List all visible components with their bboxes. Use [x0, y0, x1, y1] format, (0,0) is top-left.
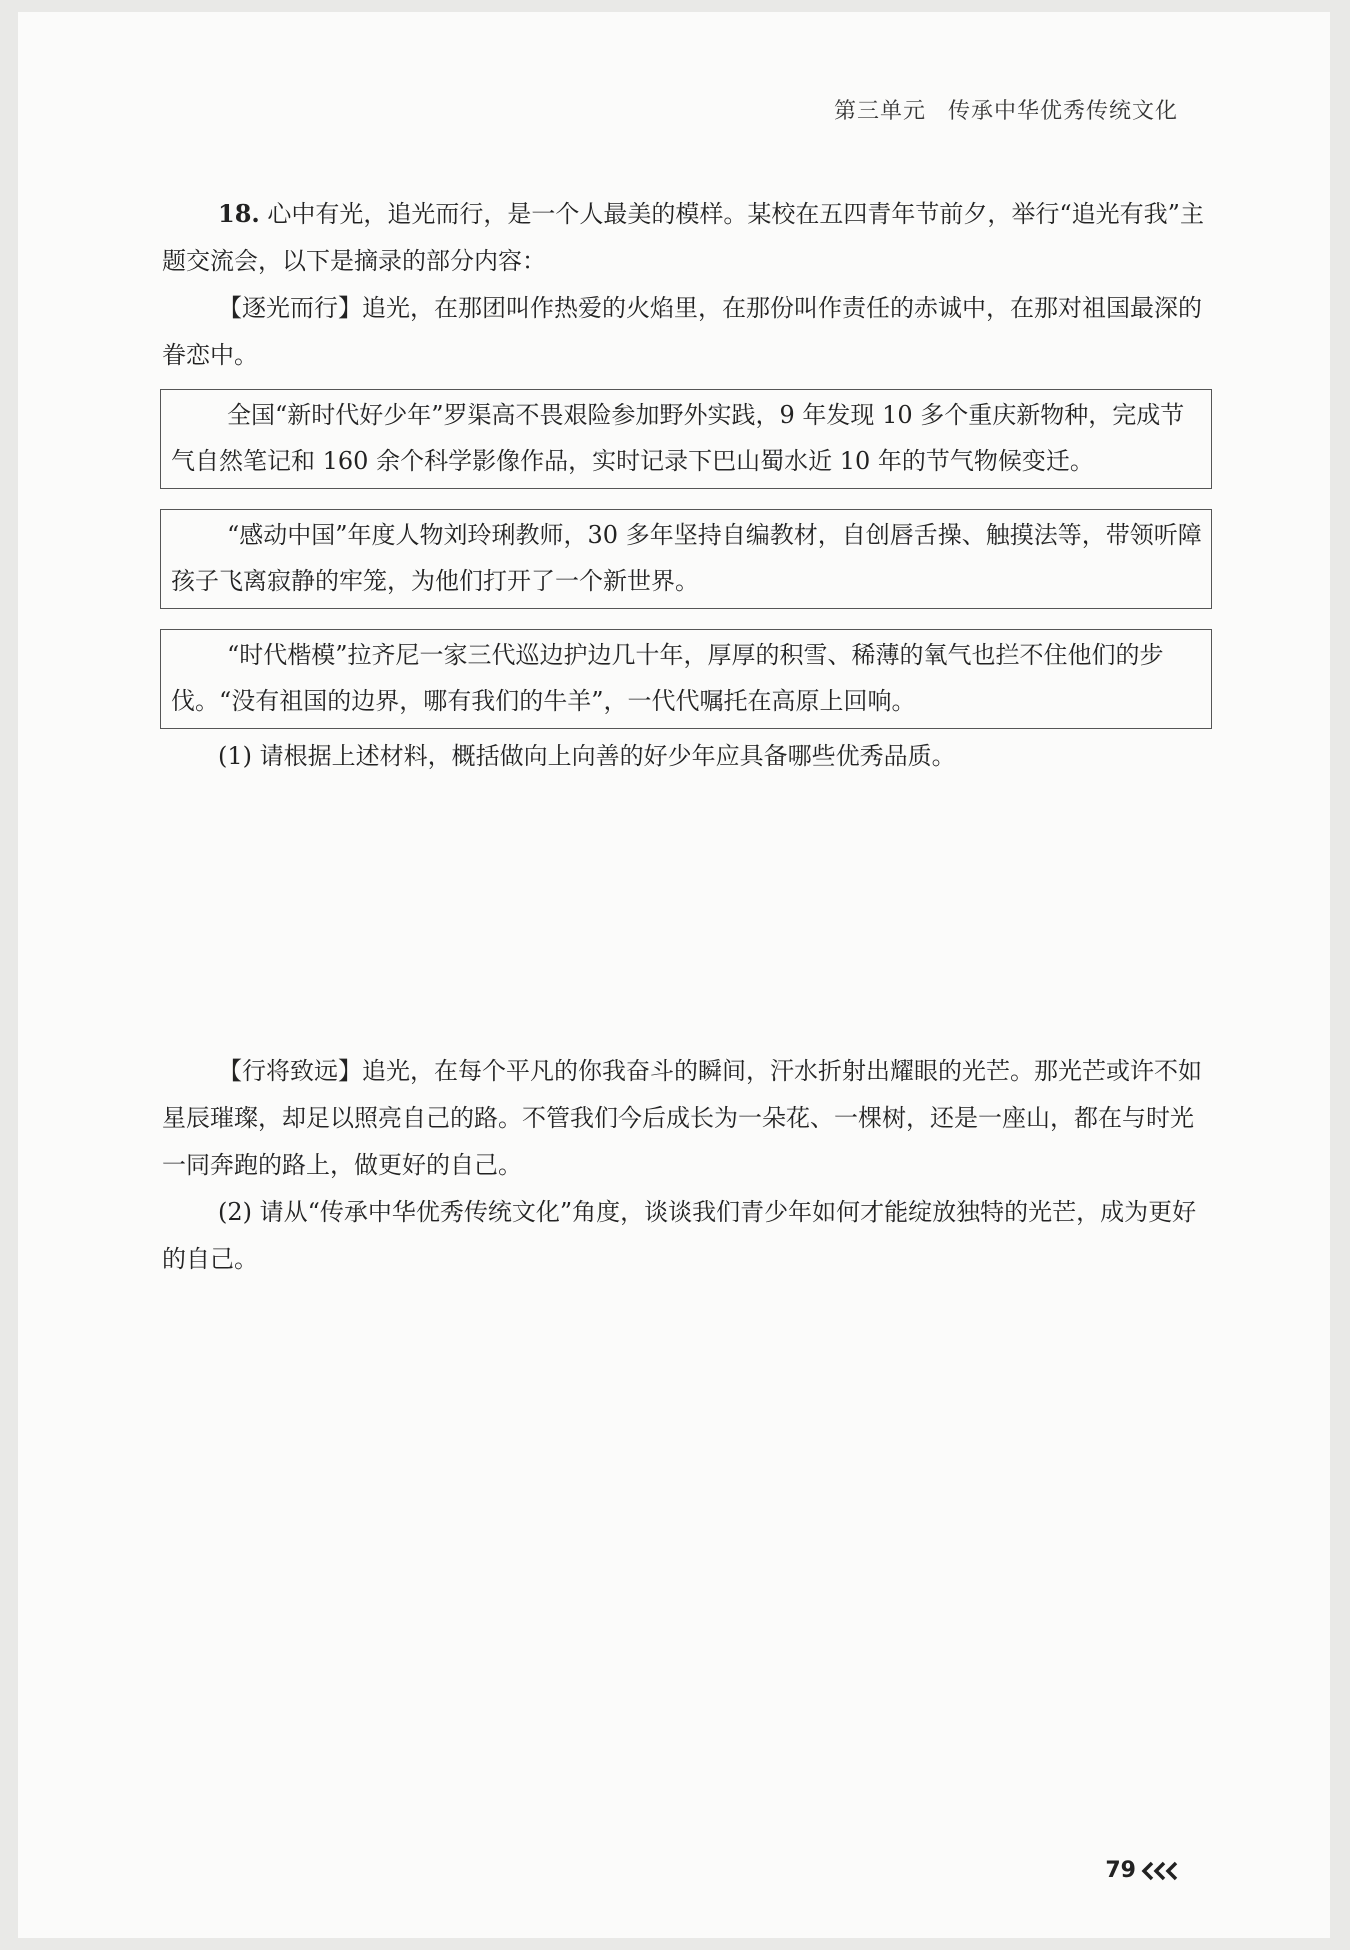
question-intro: 18. 心中有光，追光而行，是一个人最美的模样。某校在五四青年节前夕，举行“追光有我”主题交流会，以下是摘录的部分内容： — [162, 199, 1204, 275]
question-number: 18. — [218, 199, 260, 228]
material-box-2 — [160, 509, 1212, 609]
answer-space-1 — [162, 780, 1210, 1048]
page-footer — [1105, 1858, 1180, 1883]
sub-question-1: (1) 请根据上述材料，概括做向上向善的好少年应具备哪些优秀品质。 — [218, 742, 956, 770]
section-zhuguang: 【逐光而行】追光，在那团叫作热爱的火焰里，在那份叫作责任的赤诚中，在那对祖国最深的眷恋中。 — [162, 294, 1202, 369]
sub-question-2: (2) 请从“传承中华优秀传统文化”角度，谈谈我们青少年如何才能绽放独特的光芒，成为更好的自己。 — [162, 1198, 1197, 1273]
document-page — [18, 12, 1330, 1938]
page-number: 79 — [1105, 1858, 1136, 1883]
unit-title: 传承中华优秀传统文化 — [947, 99, 1178, 124]
material-text: “感动中国”年度人物刘玲琍教师，30 多年坚持自编教材，自创唇舌操、触摸法等，带领听障孩子飞离寂静的牢笼，为他们打开了一个新世界。 — [171, 521, 1202, 595]
material-text: 全国“新时代好少年”罗渠高不畏艰险参加野外实践，9 年发现 10 多个重庆新物种，完成节气自然笔记和 160 余个科学影像作品，实时记录下巴山蜀水近 10 年的节气物候变迁。 — [171, 401, 1185, 475]
triple-chevron-left-icon — [1140, 1860, 1180, 1882]
material-box-3 — [160, 629, 1212, 729]
unit-label: 第三单元 — [833, 99, 926, 124]
section-xingjiang: 【行将致远】追光，在每个平凡的你我奋斗的瞬间，汗水折射出耀眼的光芒。那光芒或许不如星辰璀璨，却足以照亮自己的路。不管我们今后成长为一朵花、一棵树，还是一座山，都在与时光一同奔跑的路上，做更好的自己。 — [162, 1057, 1202, 1179]
question-18 — [162, 190, 1210, 1283]
running-header — [834, 94, 1178, 125]
material-text: “时代楷模”拉齐尼一家三代巡边护边几十年，厚厚的积雪、稀薄的氧气也拦不住他们的步伐。“没有祖国的边界，哪有我们的牛羊”，一代代嘱托在高原上回响。 — [171, 641, 1164, 715]
material-box-1 — [160, 389, 1212, 489]
